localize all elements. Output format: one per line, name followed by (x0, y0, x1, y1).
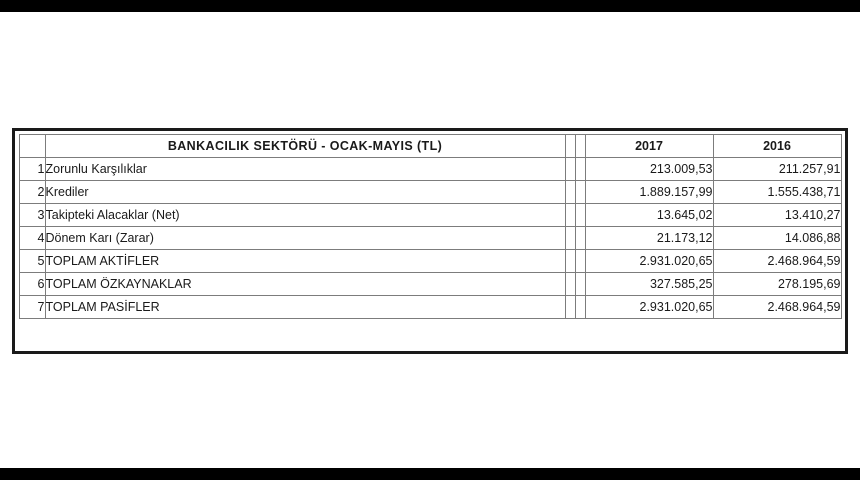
column-header-2016: 2016 (713, 135, 841, 158)
table-row (19, 158, 841, 181)
table-row (19, 227, 841, 250)
row-label: Krediler (45, 181, 565, 204)
spreadsheet-table-container (12, 128, 848, 354)
cell-2016: 2.468.964,59 (713, 296, 841, 319)
letterbox-bottom (0, 468, 860, 480)
row-number: 5 (19, 250, 45, 273)
table-row (19, 273, 841, 296)
cell-2016: 13.410,27 (713, 204, 841, 227)
cell-2016: 2.468.964,59 (713, 250, 841, 273)
table-row (19, 181, 841, 204)
table-title: BANKACILIK SEKTÖRÜ - OCAK-MAYIS (TL) (45, 135, 565, 158)
row-number: 4 (19, 227, 45, 250)
row-spacer-1 (565, 227, 575, 250)
row-spacer-1 (565, 296, 575, 319)
row-label: TOPLAM ÖZKAYNAKLAR (45, 273, 565, 296)
row-spacer-2 (575, 181, 585, 204)
header-spacer-2 (575, 135, 585, 158)
cell-2016: 1.555.438,71 (713, 181, 841, 204)
row-label: TOPLAM PASİFLER (45, 296, 565, 319)
column-header-2017: 2017 (585, 135, 713, 158)
row-spacer-1 (565, 273, 575, 296)
cell-2016: 14.086,88 (713, 227, 841, 250)
row-spacer-2 (575, 273, 585, 296)
cell-2016: 211.257,91 (713, 158, 841, 181)
row-number: 3 (19, 204, 45, 227)
row-spacer-2 (575, 296, 585, 319)
cell-2016: 278.195,69 (713, 273, 841, 296)
row-number: 1 (19, 158, 45, 181)
row-number: 2 (19, 181, 45, 204)
row-spacer-2 (575, 204, 585, 227)
cell-2017: 327.585,25 (585, 273, 713, 296)
row-spacer-2 (575, 250, 585, 273)
cell-2017: 13.645,02 (585, 204, 713, 227)
header-rownum-corner (19, 135, 45, 158)
row-label: Takipteki Alacaklar (Net) (45, 204, 565, 227)
cell-2017: 21.173,12 (585, 227, 713, 250)
row-number: 7 (19, 296, 45, 319)
row-spacer-1 (565, 204, 575, 227)
row-label: Zorunlu Karşılıklar (45, 158, 565, 181)
table-header-row (19, 135, 841, 158)
table-row (19, 250, 841, 273)
table-row (19, 204, 841, 227)
row-spacer-2 (575, 227, 585, 250)
row-spacer-2 (575, 158, 585, 181)
row-label: TOPLAM AKTİFLER (45, 250, 565, 273)
header-spacer-1 (565, 135, 575, 158)
letterbox-top (0, 0, 860, 12)
row-number: 6 (19, 273, 45, 296)
row-label: Dönem Karı (Zarar) (45, 227, 565, 250)
cell-2017: 213.009,53 (585, 158, 713, 181)
cell-2017: 2.931.020,65 (585, 250, 713, 273)
row-spacer-1 (565, 181, 575, 204)
cell-2017: 2.931.020,65 (585, 296, 713, 319)
row-spacer-1 (565, 250, 575, 273)
cell-2017: 1.889.157,99 (585, 181, 713, 204)
financial-table (19, 134, 842, 319)
table-row (19, 296, 841, 319)
row-spacer-1 (565, 158, 575, 181)
